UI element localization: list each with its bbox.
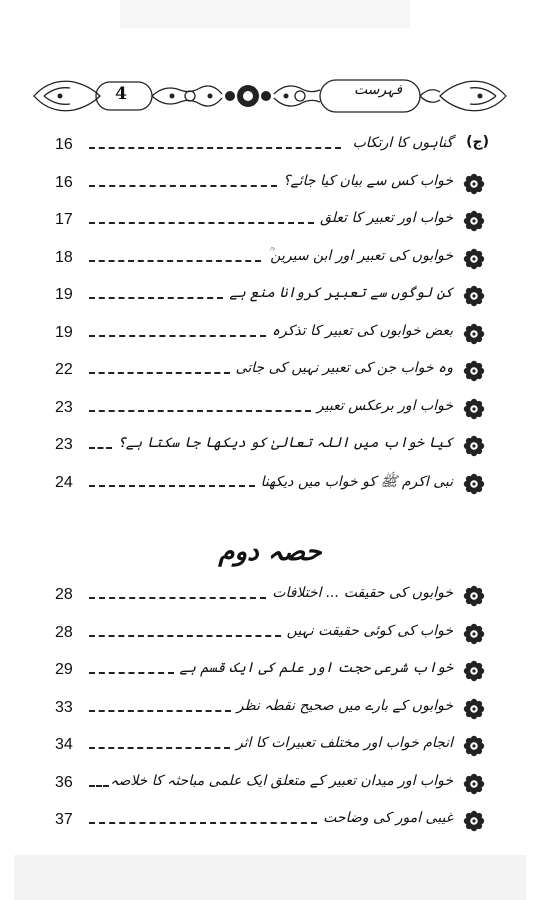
dot-leader	[89, 747, 230, 749]
dot-leader	[89, 260, 261, 262]
toc-entry	[55, 131, 489, 161]
toc-entry	[55, 356, 485, 386]
dot-leader	[89, 185, 277, 187]
flower-bullet-icon	[463, 660, 485, 682]
dot-leader	[89, 297, 223, 299]
toc-page-number: 33	[55, 698, 73, 716]
toc-entry-title: کیا خواب میں اللہ تعالیٰ کو دیکھا جا سکتا ہے؟	[117, 435, 453, 451]
toc-entry	[55, 806, 485, 836]
dot-leader	[89, 597, 266, 599]
toc-entry	[55, 469, 485, 499]
header-title: فہرست	[353, 82, 403, 98]
toc-entry-title: خواب کس سے بیان کیا جائے؟	[283, 172, 453, 189]
toc-entry-title: وہ خواب جن کی تعبیر نہیں کی جاتی	[235, 360, 453, 376]
page-header	[30, 72, 510, 120]
dot-leader	[89, 785, 109, 787]
flower-bullet-icon	[463, 360, 485, 382]
toc-page-number: 24	[55, 473, 73, 491]
toc-page-number: 23	[55, 436, 73, 453]
toc-page-number: 37	[55, 811, 73, 828]
toc-entry	[55, 319, 485, 349]
toc-entry	[55, 619, 485, 649]
flower-bullet-icon	[463, 473, 485, 495]
dot-leader	[89, 672, 174, 674]
toc-entry-title: نبی اکرم ﷺ کو خواب میں دیکھنا	[260, 473, 453, 490]
toc-entry	[55, 206, 485, 236]
toc-entry-title: بعض خوابوں کی تعبیر کا تذکرہ	[271, 322, 453, 339]
dot-leader	[89, 222, 314, 224]
toc-page-number: 17	[55, 211, 73, 228]
toc-page-number: 19	[55, 286, 73, 303]
flower-bullet-icon	[463, 248, 485, 270]
flower-bullet-icon	[463, 210, 485, 232]
toc-entry-title: خواب اور برعکس تعبیر	[316, 397, 453, 414]
toc-entry	[55, 694, 485, 724]
toc-page-number: 18	[55, 248, 73, 266]
flower-bullet-icon	[463, 735, 485, 757]
flower-bullet-icon	[463, 623, 485, 645]
toc-entry-title: خواب اور میدان تعبیر کے متعلق ایک علمی مباحثہ کا خلاصہ	[110, 772, 453, 789]
toc-entry-title: خوابوں کی حقیقت ... اختلافات	[272, 585, 453, 601]
flower-bullet-icon	[463, 323, 485, 345]
toc-entry	[55, 169, 485, 199]
toc-page-number: 28	[55, 586, 73, 603]
dot-leader	[89, 372, 230, 374]
dot-leader	[89, 710, 231, 712]
toc-page-number: 34	[55, 736, 73, 753]
dot-leader	[89, 447, 112, 449]
flower-bullet-icon	[463, 585, 485, 607]
toc-entry-title: خوابوں کے بارے میں صحیح نقطہ نظر	[236, 697, 453, 714]
toc-entry-title: کن لوگوں سے تعبیر کروانا منع ہے	[229, 285, 453, 301]
flower-bullet-icon	[463, 773, 485, 795]
toc-page-number: 29	[55, 661, 73, 678]
flower-bullet-icon	[463, 698, 485, 720]
section-heading: حصہ دوم	[218, 537, 322, 567]
toc-entry-title: خواب اور تعبیر کا تعلق	[320, 210, 453, 226]
flower-bullet-icon	[463, 398, 485, 420]
toc-entry	[55, 731, 485, 761]
dot-leader	[89, 635, 281, 637]
toc-page-number: 16	[55, 173, 73, 191]
dot-leader	[89, 147, 341, 149]
toc-page-number: 22	[55, 361, 73, 378]
flower-bullet-icon	[463, 810, 485, 832]
toc-entry-title: خواب کی کوئی حقیقت نہیں	[286, 622, 453, 639]
dot-leader	[89, 485, 255, 487]
scan-shadow-bottom	[14, 855, 526, 900]
toc-page-number: 28	[55, 623, 73, 641]
toc-entry-marker: (ج)	[466, 134, 489, 150]
ornamental-border	[30, 72, 510, 120]
page-number: 4	[115, 84, 127, 104]
toc-entry-title: خوابوں کی تعبیر اور ابن سیرین ؒ	[266, 247, 453, 264]
toc-entry	[55, 769, 485, 799]
toc-entry-title: انجام خواب اور مختلف تعبیرات کا اثر	[235, 735, 453, 751]
toc-entry-title: غیبی امور کی وضاحت	[323, 810, 453, 826]
dot-leader	[89, 335, 266, 337]
dot-leader	[89, 822, 317, 824]
scan-shadow-top	[120, 0, 410, 28]
toc-entry	[55, 656, 485, 686]
flower-bullet-icon	[463, 435, 485, 457]
dot-leader	[89, 410, 311, 412]
toc-page-number: 23	[55, 398, 73, 416]
toc-page-number: 36	[55, 773, 73, 791]
toc-entry-title: گناہوں کا ارتکاب	[352, 135, 453, 151]
toc-entry	[55, 244, 485, 274]
toc-page-number: 19	[55, 323, 73, 341]
flower-bullet-icon	[463, 173, 485, 195]
toc-entry-title: خواب شرعی حجت اور علم کی ایک قسم ہے	[179, 660, 453, 676]
toc-page-number: 16	[55, 136, 73, 153]
toc-entry	[55, 394, 485, 424]
toc-entry	[55, 431, 485, 461]
flower-bullet-icon	[463, 285, 485, 307]
toc-entry	[55, 281, 485, 311]
toc-entry	[55, 581, 485, 611]
